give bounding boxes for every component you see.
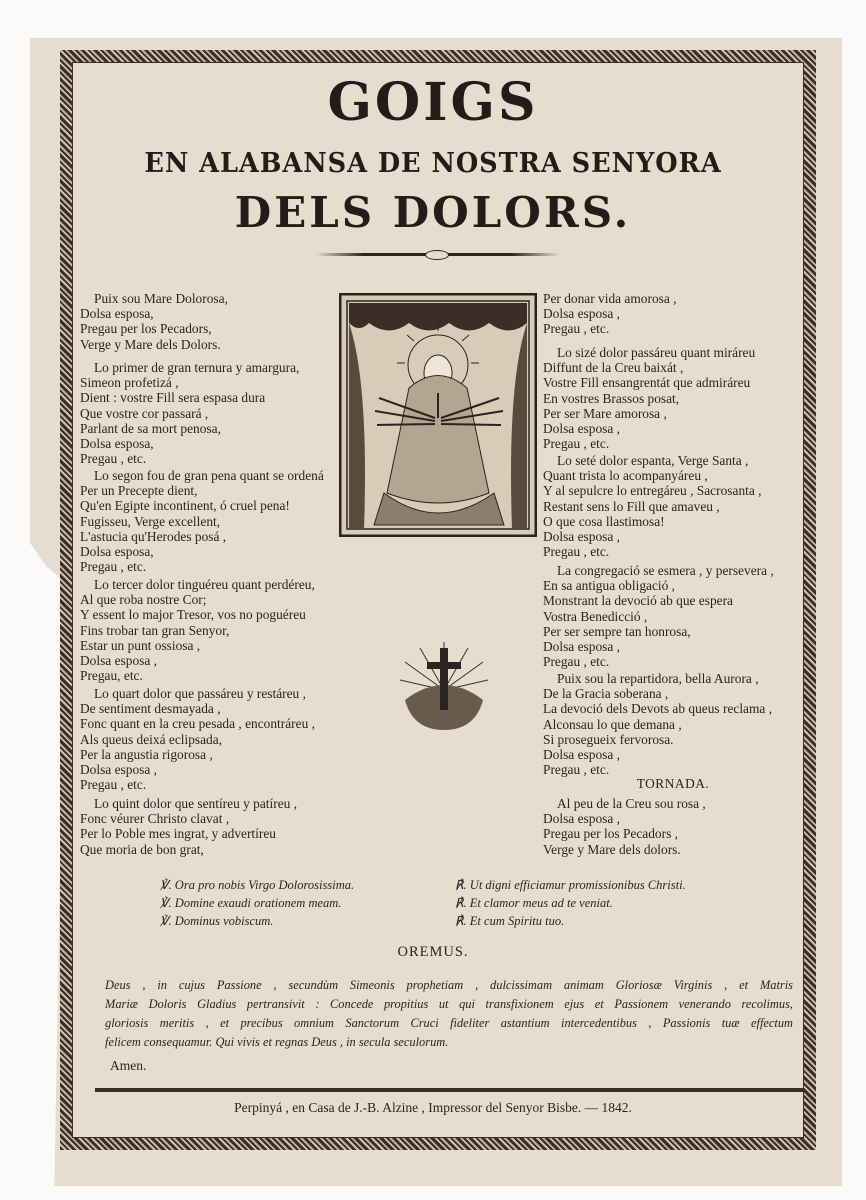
verse-line: Dolsa esposa , bbox=[80, 762, 157, 778]
verse-line: Fonc quant en la creu pesada , encontráreu , bbox=[80, 716, 315, 732]
verse-line: Per donar vida amorosa , bbox=[543, 291, 677, 306]
verse-line: Lo quart dolor que passáreu y restáreu , bbox=[94, 686, 306, 701]
verse-line: Verge y Mare dels Dolors. bbox=[80, 336, 221, 352]
verse-line: Que moria de bon grat, bbox=[80, 841, 204, 857]
verse-line: L'astucia qu'Herodes posá , bbox=[80, 528, 227, 544]
verse-line: En vostres Brassos posat, bbox=[543, 390, 680, 406]
title-subtitle: EN ALABANSA DE NOSTRA SENYORA bbox=[144, 148, 722, 179]
verse-line: Pregau , etc. bbox=[80, 451, 147, 467]
verse-line: Si prosegueix fervorosa. bbox=[543, 731, 674, 747]
footer-rule bbox=[95, 1088, 803, 1092]
title-goigs: GOIGS bbox=[327, 72, 539, 133]
versicle-1: ℣. Ora pro nobis Virgo Dolorosissima. bbox=[160, 878, 355, 892]
stanza bbox=[543, 345, 755, 451]
cross-emblem-image bbox=[395, 640, 493, 732]
verse-line: Lo tercer dolor tinguéreu quant perdéreu, bbox=[94, 577, 315, 592]
verse-line: En sa antigua obligació , bbox=[543, 578, 676, 594]
verse-line: Dolsa esposa, bbox=[80, 306, 154, 322]
stanza bbox=[80, 291, 228, 352]
verse-line: Qu'en Egipte incontinent, ó cruel pena! bbox=[80, 498, 290, 514]
verse-line: Vostra Benedicció , bbox=[543, 608, 648, 624]
tornada-stanza bbox=[543, 796, 706, 857]
verse-line: De sentiment desmayada , bbox=[80, 701, 221, 717]
verse-line: La congregació se esmera , y persevera , bbox=[557, 563, 774, 578]
prayer-line: gloriosis meritis , et precibus omnium Sanctorum Cruci fideliter astantium intercedentibus , Passionis tuæ effectum bbox=[105, 1016, 793, 1030]
verse-line: Lo sizé dolor passáreu quant miráreu bbox=[557, 345, 756, 360]
verse-line: Puix sou la repartidora, bella Aurora , bbox=[557, 671, 759, 686]
stanza bbox=[543, 563, 774, 669]
versicle-2: ℣. Domine exaudi orationem meam. bbox=[160, 896, 342, 910]
versicle-3: ℣. Dominus vobiscum. bbox=[160, 914, 274, 928]
verse-line: Parlant de sa mort penosa, bbox=[80, 420, 221, 436]
stanza bbox=[543, 291, 677, 337]
verse-line: Pregau , etc. bbox=[543, 436, 610, 452]
stanza bbox=[80, 360, 299, 466]
woodcut-virgin-of-sorrows-image bbox=[339, 293, 537, 537]
verse-line: Pregau per los Pecadors, bbox=[80, 321, 212, 337]
verse-line: Pregau , etc. bbox=[80, 559, 147, 575]
ornamental-divider bbox=[315, 253, 560, 256]
verse-line: O que cosa llastimosa! bbox=[543, 513, 665, 529]
verse-line: Pregau , etc. bbox=[543, 544, 610, 560]
verse-line: Estar un punt ossiosa , bbox=[80, 637, 201, 653]
verse-line: Fonc véurer Christo clavat , bbox=[80, 811, 230, 827]
verse-line: Y al sepulcre lo entregáreu , Sacrosanta , bbox=[543, 483, 762, 499]
verse-line: Per ser Mare amorosa , bbox=[543, 405, 667, 421]
prayer-line: felicem consequamur. Qui vivis et regnas Deus , in secula seculorum. bbox=[105, 1035, 449, 1049]
verse-line: Per un Precepte dient, bbox=[80, 483, 198, 499]
stanza bbox=[80, 577, 315, 683]
stanza bbox=[543, 671, 772, 777]
verse-line: Monstrant la devoció ab que espera bbox=[543, 593, 734, 609]
verse-line: Dolsa esposa , bbox=[543, 811, 620, 827]
printer-imprint: Perpinyá , en Casa de J.-B. Alzine , Impressor del Senyor Bisbe. — 1842. bbox=[234, 1100, 632, 1115]
verse-line: Puix sou Mare Dolorosa, bbox=[94, 291, 228, 306]
verse-line: Lo primer de gran ternura y amargura, bbox=[94, 360, 300, 375]
verse-line: Per ser sempre tan honrosa, bbox=[543, 623, 691, 639]
tornada-heading: TORNADA. bbox=[636, 776, 710, 791]
verse-line: Dient : vostre Fill sera espasa dura bbox=[80, 390, 266, 406]
verse-line: Dolsa esposa , bbox=[543, 529, 620, 545]
title-dels-dolors: DELS DOLORS. bbox=[234, 188, 632, 237]
verse-line: Dolsa esposa , bbox=[543, 639, 620, 655]
verse-line: Lo quint dolor que sentíreu y patíreu , bbox=[94, 796, 298, 811]
verse-line: Que vostre cor passará , bbox=[80, 405, 209, 421]
verse-line: Fins trobar tan gran Senyor, bbox=[80, 622, 230, 638]
verse-line: Dolsa esposa, bbox=[80, 544, 154, 560]
verse-line: Quant trista lo acompanyáreu , bbox=[543, 468, 708, 484]
verse-line: Pregau, etc. bbox=[80, 668, 143, 684]
verse-line: Pregau , etc. bbox=[543, 321, 610, 337]
verse-line: Alconsau lo que demana , bbox=[543, 716, 682, 732]
prayer-line: Mariæ Doloris Gladius pertransivit : Concede propitius ut qui transfixionem ejus et Passionem venerando recolimus, bbox=[105, 997, 793, 1011]
stanza bbox=[80, 796, 297, 857]
verse-line: Pregau per los Pecadors , bbox=[543, 826, 678, 842]
verse-line: Simeon profetizá , bbox=[80, 375, 179, 391]
prayer-line: Deus , in cujus Passione , secundùm Simeonis prophetiam , dulcissimam animam Gloriosæ Virginis , et Matris bbox=[105, 978, 793, 992]
verse-line: Y essent lo major Tresor, vos no poguéreu bbox=[80, 607, 306, 623]
response-1: ℟. Ut digni efficiamur promissionibus Christi. bbox=[455, 878, 686, 892]
verse-line: Al que roba nostre Cor; bbox=[80, 592, 207, 608]
verse-line: Dolsa esposa , bbox=[543, 306, 620, 322]
verse-line: Pregau , etc. bbox=[80, 777, 147, 793]
verse-line: La devoció dels Devots ab queus reclama , bbox=[543, 701, 773, 717]
response-3: ℟. Et cum Spiritu tuo. bbox=[455, 914, 565, 928]
stanza bbox=[80, 686, 315, 792]
verse-line: Fugisseu, Verge excellent, bbox=[80, 513, 221, 529]
verse-line: Lo seté dolor espanta, Verge Santa , bbox=[557, 453, 749, 468]
verse-line: Per la angustia rigorosa , bbox=[80, 746, 213, 762]
verse-line: Dolsa esposa , bbox=[543, 747, 620, 763]
verse-line: Als queus deixá eclipsada, bbox=[80, 731, 223, 747]
verse-line: Dolsa esposa , bbox=[543, 421, 620, 437]
verse-line: Per lo Poble mes ingrat, y advertíreu bbox=[80, 826, 276, 842]
stanza bbox=[80, 468, 324, 574]
verse-line: Dolsa esposa, bbox=[80, 436, 154, 452]
amen: Amen. bbox=[110, 1058, 147, 1073]
verse-line: Lo segon fou de gran pena quant se ordená bbox=[94, 468, 324, 483]
verse-line: Pregau , etc. bbox=[543, 762, 610, 778]
tornada-heading-wrap bbox=[543, 776, 803, 791]
verse-line: Verge y Mare dels dolors. bbox=[543, 841, 681, 857]
verse-line: De la Gracia soberana , bbox=[543, 686, 669, 702]
verse-line: Diffunt de la Creu baixát , bbox=[543, 360, 684, 376]
verse-line: Pregau , etc. bbox=[543, 654, 610, 670]
prayer-text bbox=[105, 976, 793, 1052]
verse-line: Dolsa esposa , bbox=[80, 653, 157, 669]
oremus-heading: OREMUS. bbox=[397, 944, 469, 960]
verse-line: Al peu de la Creu sou rosa , bbox=[557, 796, 706, 811]
stanza bbox=[543, 453, 762, 559]
verse-line: Restant sens lo Fill que amaveu , bbox=[543, 498, 720, 514]
response-2: ℟. Et clamor meus ad te veniat. bbox=[455, 896, 613, 910]
verse-line: Vostre Fill ensangrentát que admiráreu bbox=[543, 375, 751, 391]
